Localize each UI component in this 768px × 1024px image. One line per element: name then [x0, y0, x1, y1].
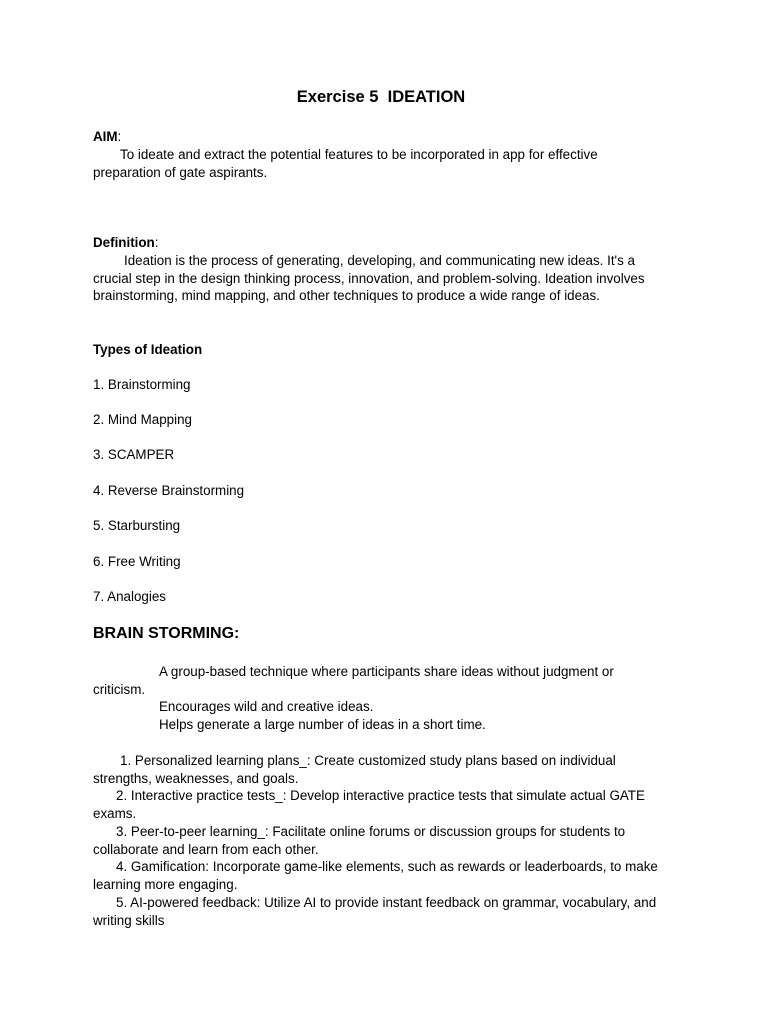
definition-label-line: [93, 234, 683, 252]
list-item: 6. Free Writing: [93, 554, 181, 569]
feature-item-2: 2. Interactive practice tests_: Develop interactive practice tests that simulate actual GATE exams.: [93, 788, 645, 821]
list-item: 3. SCAMPER: [93, 447, 175, 462]
feature-item-5: 5. AI-powered feedback: Utilize AI to provide instant feedback on grammar, vocabulary, and writing skills: [93, 895, 657, 928]
list-item: 1. Brainstorming: [93, 377, 191, 392]
feature-item-1: 1. Personalized learning plans_: Create customized study plans based on individual strengths, weaknesses, and goals.: [93, 753, 616, 786]
definition-text: Ideation is the process of generating, developing, and communicating new ideas. It's a crucial step in the design thinking process, innovation, and problem-solving. Ideation involves brainstorming, mind mapping, and other techniques to produce a wide range of ideas.: [93, 253, 645, 304]
aim-text: To ideate and extract the potential features to be incorporated in app for effective preparation of gate aspirants.: [93, 147, 598, 180]
list-item: 4. Reverse Brainstorming: [93, 483, 245, 498]
brainstorming-desc-1: A group-based technique where participants share ideas without judgment or criticism.: [93, 664, 614, 697]
feature-item-4: 4. Gamification: Incorporate game-like elements, such as rewards or leaderboards, to make learning more engaging.: [93, 859, 658, 892]
types-heading: Types of Ideation: [93, 342, 203, 357]
aim-label-line: [93, 128, 683, 146]
page-title: Exercise 5 IDEATION: [296, 88, 466, 106]
feature-item-3: 3. Peer-to-peer learning_: Facilitate online forums or discussion groups for students to collaborate and learn from each other.: [93, 824, 626, 857]
brainstorming-desc-3: Helps generate a large number of ideas in a short time.: [159, 717, 486, 732]
brainstorming-heading: BRAIN STORMING:: [93, 625, 240, 642]
list-item: 5. Starbursting: [93, 518, 181, 533]
aim-colon: :: [117, 129, 122, 144]
aim-label: AIM: [93, 129, 118, 144]
list-item: 7. Analogies: [93, 589, 166, 604]
list-item: 2. Mind Mapping: [93, 412, 192, 427]
definition-colon: :: [154, 235, 159, 250]
brainstorming-desc-2: Encourages wild and creative ideas.: [159, 699, 374, 714]
definition-label: Definition: [93, 235, 155, 250]
